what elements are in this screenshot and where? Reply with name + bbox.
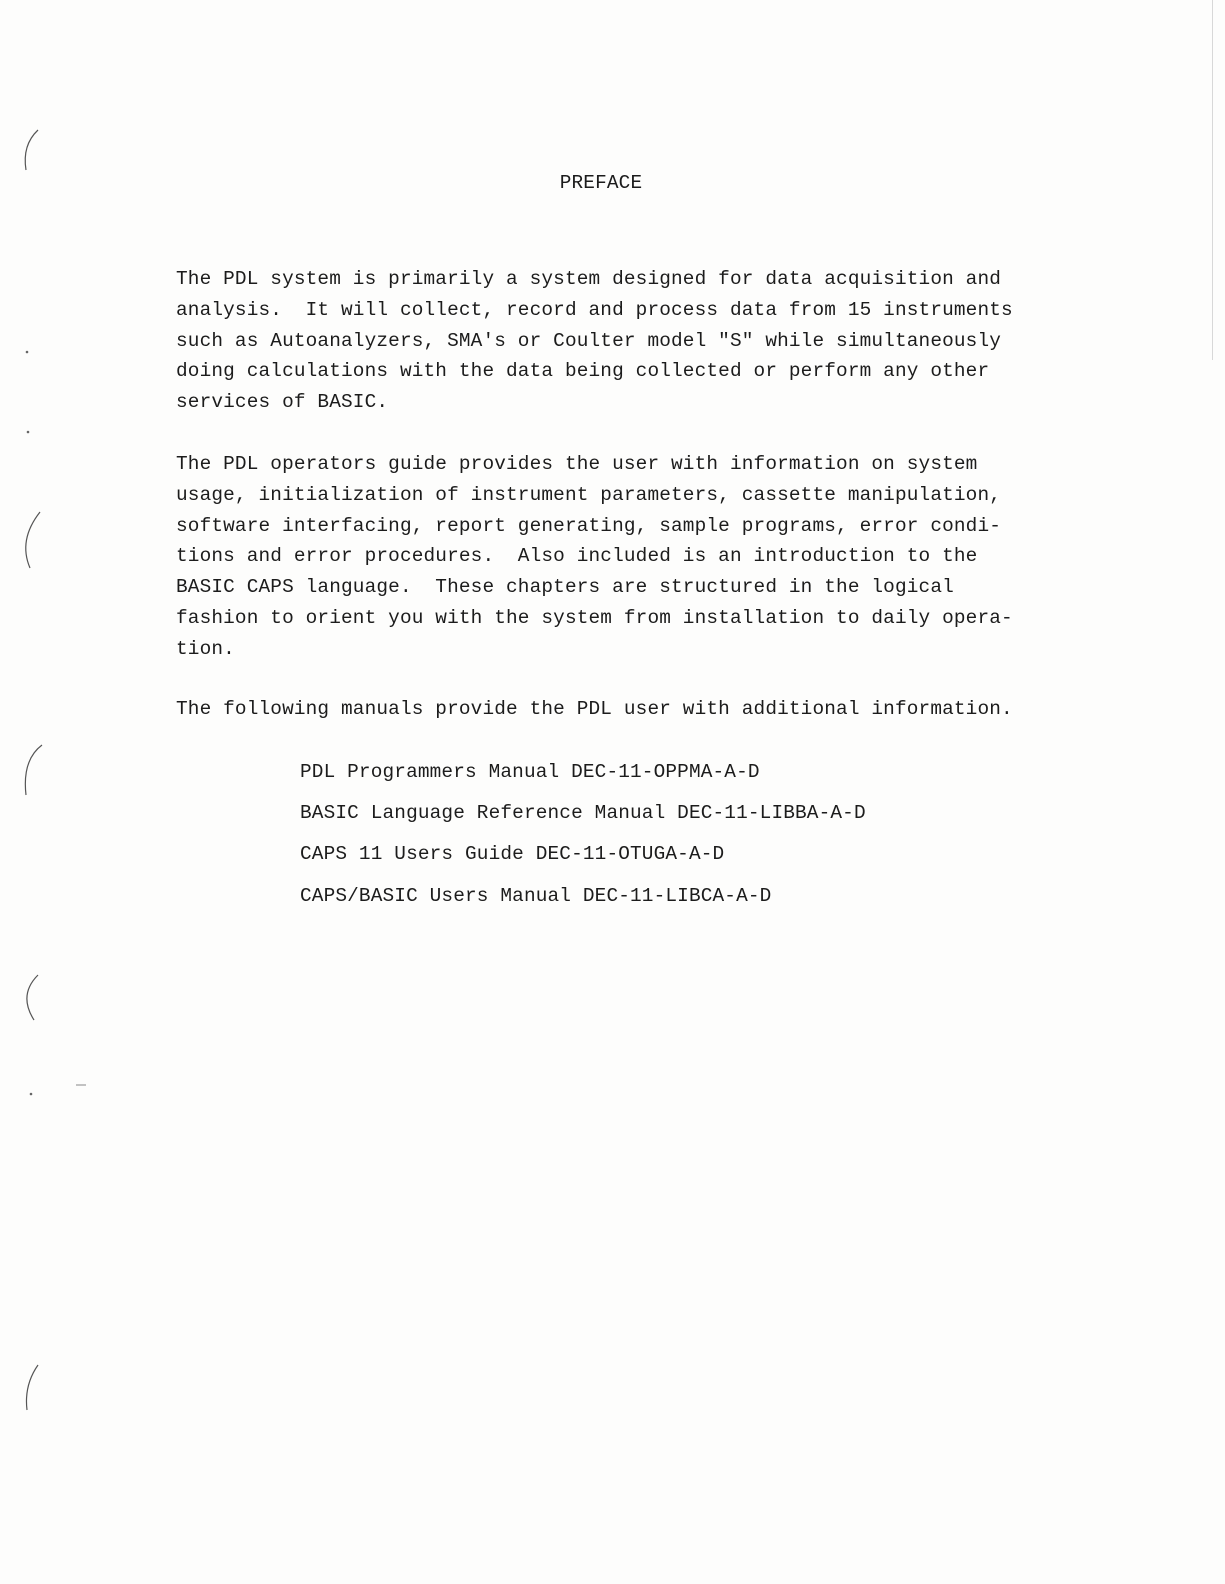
text-line: fashion to orient you with the system from installation to daily opera- xyxy=(176,606,1013,629)
binder-hole-mark xyxy=(25,130,38,170)
text-line: usage, initialization of instrument parameters, cassette manipulation, xyxy=(176,483,1002,506)
binder-hole-mark xyxy=(27,975,38,1020)
page-title: PREFACE xyxy=(559,172,643,194)
intro-paragraph xyxy=(176,264,1076,418)
list-item: BASIC Language Reference Manual DEC-11-LIBBA-A-D xyxy=(300,802,866,825)
text-line: software interfacing, report generating, sample programs, error condi- xyxy=(176,514,1002,537)
list-item: CAPS/BASIC Users Manual DEC-11-LIBCA-A-D xyxy=(300,884,772,907)
page-edge-shadow xyxy=(1212,0,1213,360)
binder-hole-marks xyxy=(0,0,90,1584)
text-line: tions and error procedures. Also included is an introduction to the xyxy=(176,545,978,568)
text-line: such as Autoanalyzers, SMA's or Coulter model "S" while simultaneously xyxy=(176,329,1002,352)
text-line: BASIC CAPS language. These chapters are structured in the logical xyxy=(176,576,954,599)
binder-hole-mark xyxy=(26,1365,38,1410)
text-line: tion. xyxy=(176,637,235,660)
binder-hole-mark xyxy=(25,745,42,795)
text-line: services of BASIC. xyxy=(176,391,389,414)
text-line: doing calculations with the data being collected or perform any other xyxy=(176,360,990,383)
binder-hole-mark xyxy=(26,512,40,568)
text-line: The following manuals provide the PDL user with additional information. xyxy=(176,698,1013,720)
list-item: CAPS 11 Users Guide DEC-11-OTUGA-A-D xyxy=(300,843,725,866)
text-line: analysis. It will collect, record and process data from 15 instruments xyxy=(176,298,1013,321)
manuals-list xyxy=(300,757,866,922)
text-line: The PDL system is primarily a system designed for data acquisition and xyxy=(176,268,1002,290)
guide-paragraph xyxy=(176,449,1076,665)
list-item: PDL Programmers Manual DEC-11-OPPMA-A-D xyxy=(300,761,760,783)
manuals-intro-paragraph xyxy=(176,694,1076,725)
text-line: The PDL operators guide provides the user with information on system xyxy=(176,453,978,475)
